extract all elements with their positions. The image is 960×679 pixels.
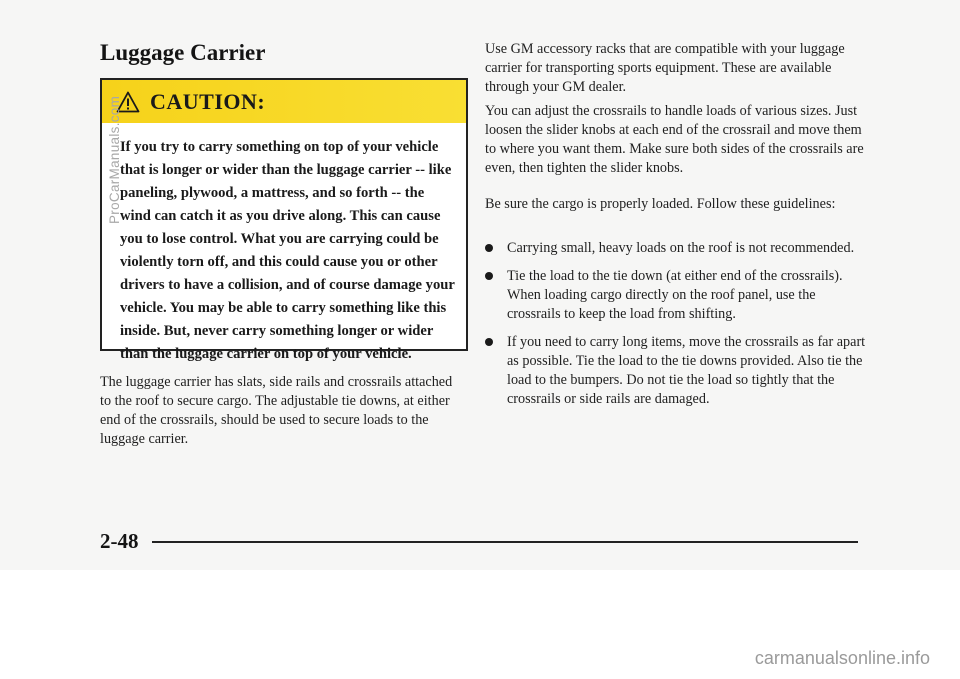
guidelines-list <box>485 239 870 418</box>
list-item <box>485 333 870 409</box>
list-item-text: Carrying small, heavy loads on the roof is not recommended. <box>507 240 855 256</box>
caution-header <box>102 80 466 123</box>
section-title: Luggage Carrier <box>100 40 266 65</box>
caution-text: If you try to carry something on top of your vehicle that is longer or wider than the luggage carrier -- like paneling, plywood, a mattress, and so forth -- the wind can catch it as you drive along. This can cause you to lose control. What you are carrying could be violently torn off, and this could cause you or other drivers to have a collision, and of course damage your vehicle. You may be able to carry something like this inside. But, never carry something longer or wider than the luggage carrier on top of your vehicle. <box>120 139 455 362</box>
bullet-icon <box>485 272 493 280</box>
caution-box <box>100 78 468 362</box>
bullet-icon <box>485 338 493 346</box>
caution-label: CAUTION: <box>150 88 266 114</box>
vertical-watermark: ProCarManuals.com <box>107 95 122 224</box>
luggage-carrier-description: The luggage carrier has slats, side rails and crossrails attached to the roof to secure cargo. The adjustable tie downs, at either end of the crossrails, should be used to secure loads to the luggage carrier. <box>100 374 453 447</box>
list-item-text: Tie the load to the tie down (at either end of the crossrails). When loading cargo directly on the roof panel, use the crossrails to keep the load from shifting. <box>507 268 843 322</box>
bullet-icon <box>485 244 493 252</box>
crossrails-adjust-paragraph: You can adjust the crossrails to handle loads of various sizes. Just loosen the slider knobs at each end of the crossrail and move them to where you want them. Make sure both sides of the crossrails are even, then tighten the slider knobs. <box>485 103 864 176</box>
footer-rule <box>152 541 858 543</box>
list-item-text: If you need to carry long items, move the crossrails as far apart as possible. Tie the load to the tie downs provided. Also tie the load to the bumpers. Do not tie the load so tightly that the crossrails or side rails are damaged. <box>507 334 866 407</box>
accessory-racks-paragraph: Use GM accessory racks that are compatible with your luggage carrier for transporting sports equipment. These are available through your GM dealer. <box>485 41 845 95</box>
bottom-watermark: carmanualsonline.info <box>754 648 930 668</box>
list-item <box>485 239 870 258</box>
guidelines-intro-paragraph: Be sure the cargo is properly loaded. Follow these guidelines: <box>485 196 836 212</box>
page-number: 2-48 <box>100 529 139 553</box>
list-item <box>485 267 870 324</box>
